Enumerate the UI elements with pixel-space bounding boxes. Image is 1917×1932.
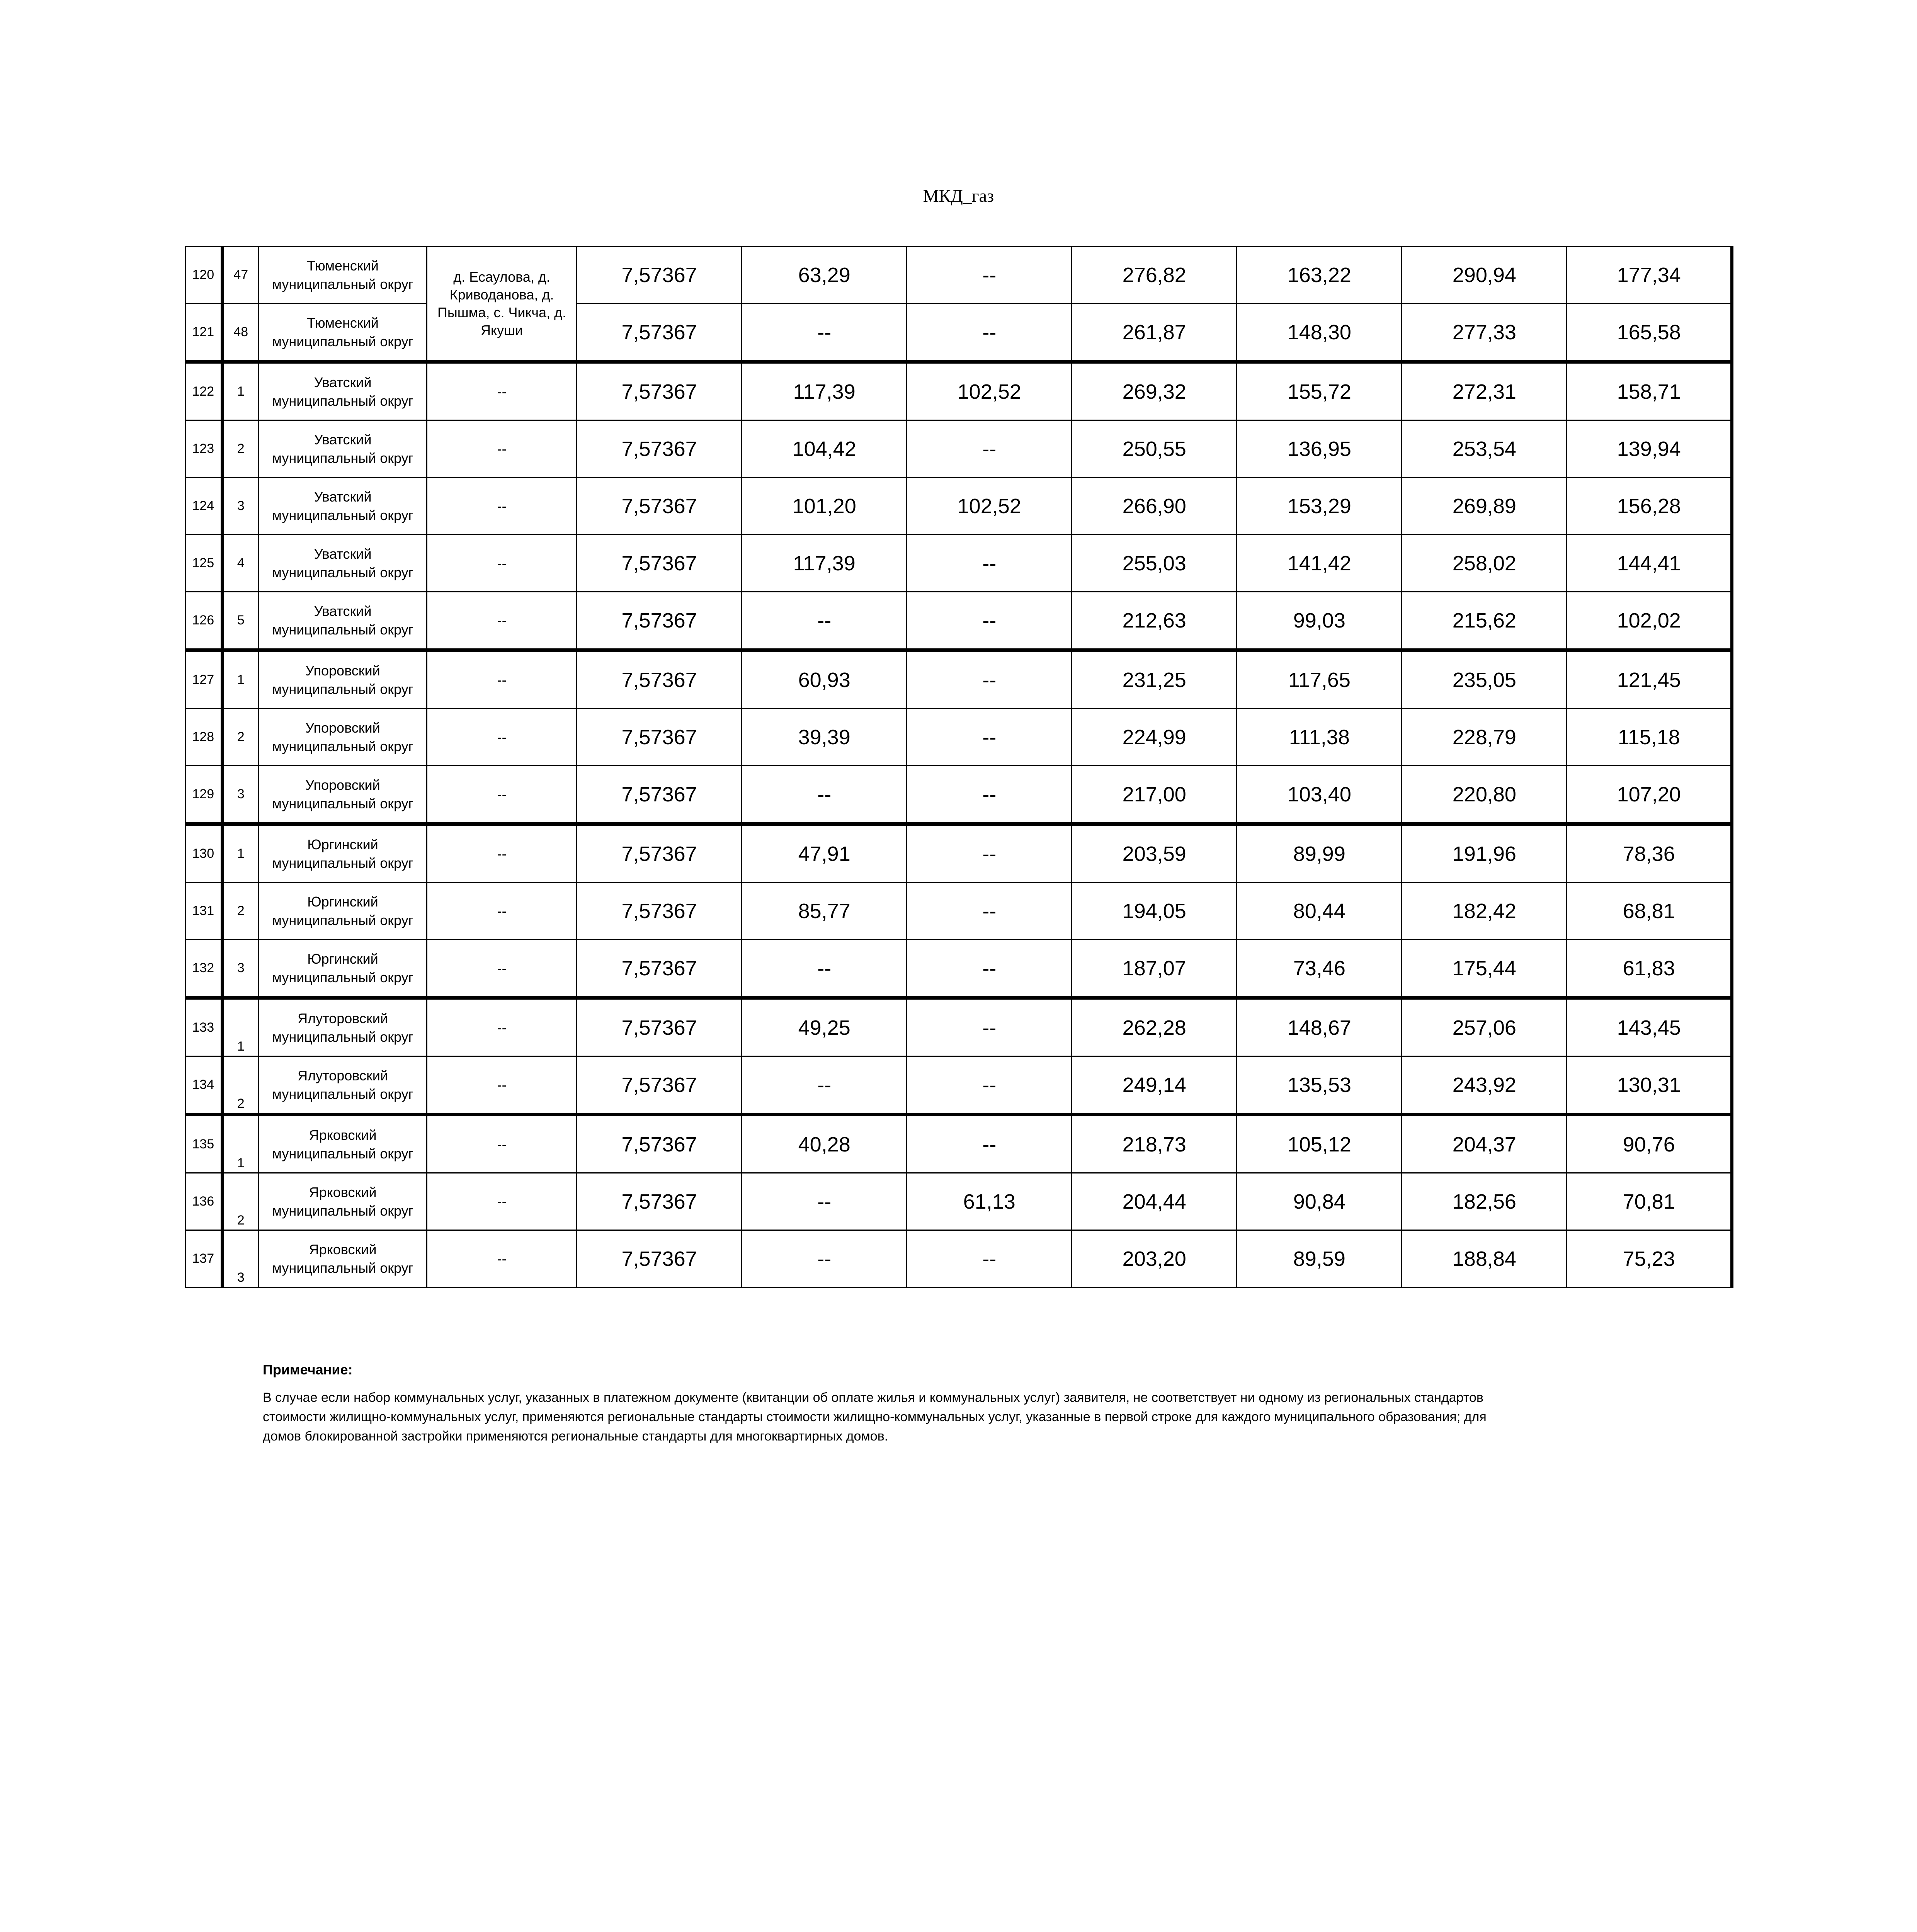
value-cell-3: 102,52 [907, 478, 1072, 535]
table-row [185, 1173, 1732, 1230]
value-cell-1: 7,57367 [577, 1056, 742, 1115]
municipality-name-line: муниципальный округ [272, 738, 413, 754]
table-row [185, 1056, 1732, 1115]
settlement-cell: -- [427, 535, 577, 592]
item-number: 2 [237, 730, 245, 744]
value-cell-5: 90,84 [1237, 1173, 1402, 1230]
value-cell-5: 80,44 [1237, 883, 1402, 940]
municipality-name-line: Ярковский [309, 1127, 377, 1143]
item-number-cell [222, 478, 259, 535]
value-cell-4: 217,00 [1072, 766, 1237, 824]
table-row [185, 824, 1732, 883]
item-number: 1 [237, 1039, 245, 1054]
municipality-cell [259, 766, 427, 824]
note-line: стоимости жилищно-коммунальных услуг, применяются региональные стандарты стоимости жилищно-коммунальных услуг, указанные в первой строке для каждого муниципального образования; для [263, 1410, 1487, 1424]
row-number-cell: 130 [185, 824, 222, 883]
municipality-name-line: Уватский [314, 603, 372, 619]
table-row [185, 709, 1732, 766]
value-cell-4: 194,05 [1072, 883, 1237, 940]
municipality-name-line: муниципальный округ [272, 795, 413, 811]
note-block [263, 1360, 1731, 1446]
municipality-name-line: муниципальный округ [272, 681, 413, 697]
value-cell-2: 47,91 [742, 824, 907, 883]
row-number-cell: 133 [185, 998, 222, 1056]
value-cell-4: 187,07 [1072, 940, 1237, 998]
value-cell-6: 182,56 [1402, 1173, 1567, 1230]
value-cell-3: -- [907, 535, 1072, 592]
page-header-title: МКД_газ [923, 186, 994, 206]
value-cell-5: 111,38 [1237, 709, 1402, 766]
municipality-name-line: муниципальный округ [272, 507, 413, 523]
municipality-name-line: Уватский [314, 488, 372, 505]
municipality-cell [259, 650, 427, 709]
municipality-name-line: Тюменский [307, 257, 379, 274]
municipality-name-line: Упоровский [305, 719, 380, 736]
settlement-cell: -- [427, 998, 577, 1056]
settlement-cell: -- [427, 940, 577, 998]
value-cell-1: 7,57367 [577, 824, 742, 883]
municipality-name-line: муниципальный округ [272, 1029, 413, 1045]
value-cell-3: 102,52 [907, 362, 1072, 420]
municipality-name-line: Юргинский [307, 836, 378, 852]
item-number: 3 [237, 961, 245, 975]
value-cell-2: 117,39 [742, 362, 907, 420]
value-cell-6: 235,05 [1402, 650, 1567, 709]
municipality-cell [259, 1115, 427, 1173]
municipality-name-line: муниципальный округ [272, 1202, 413, 1219]
item-number: 48 [233, 325, 248, 339]
settlement-cell: -- [427, 420, 577, 478]
value-cell-1: 7,57367 [577, 478, 742, 535]
value-cell-6: 220,80 [1402, 766, 1567, 824]
value-cell-5: 73,46 [1237, 940, 1402, 998]
municipality-cell [259, 362, 427, 420]
value-cell-4: 203,20 [1072, 1230, 1237, 1287]
value-cell-5: 153,29 [1237, 478, 1402, 535]
value-cell-2: -- [742, 592, 907, 650]
value-cell-5: 141,42 [1237, 535, 1402, 592]
table-row [185, 535, 1732, 592]
table-row [185, 766, 1732, 824]
item-number-cell [222, 940, 259, 998]
row-number-cell: 126 [185, 592, 222, 650]
municipality-name-line: муниципальный округ [272, 276, 413, 292]
municipality-cell [259, 420, 427, 478]
value-cell-1: 7,57367 [577, 940, 742, 998]
row-number-cell: 132 [185, 940, 222, 998]
value-cell-7: 177,34 [1567, 247, 1732, 304]
value-cell-7: 78,36 [1567, 824, 1732, 883]
value-cell-5: 135,53 [1237, 1056, 1402, 1115]
item-number: 1 [237, 1156, 245, 1170]
municipality-cell [259, 247, 427, 304]
value-cell-4: 255,03 [1072, 535, 1237, 592]
value-cell-7: 102,02 [1567, 592, 1732, 650]
value-cell-5: 117,65 [1237, 650, 1402, 709]
row-number-cell: 127 [185, 650, 222, 709]
value-cell-3: -- [907, 247, 1072, 304]
value-cell-6: 191,96 [1402, 824, 1567, 883]
settlement-cell: -- [427, 592, 577, 650]
value-cell-3: 61,13 [907, 1173, 1072, 1230]
value-cell-7: 90,76 [1567, 1115, 1732, 1173]
row-number-cell: 129 [185, 766, 222, 824]
item-number-cell [222, 420, 259, 478]
item-number: 2 [237, 1213, 245, 1228]
item-number: 4 [237, 556, 245, 570]
item-number-cell [222, 592, 259, 650]
value-cell-4: 266,90 [1072, 478, 1237, 535]
value-cell-4: 269,32 [1072, 362, 1237, 420]
note-line: домов блокированной застройки применяются региональные стандарты для многоквартирных домов. [263, 1429, 888, 1444]
table-row [185, 247, 1732, 304]
municipality-cell [259, 304, 427, 362]
municipality-name-line: Упоровский [305, 662, 380, 679]
value-cell-5: 99,03 [1237, 592, 1402, 650]
table-row [185, 883, 1732, 940]
item-number-cell [222, 766, 259, 824]
table-row [185, 592, 1732, 650]
item-number: 3 [237, 1270, 245, 1285]
row-number-cell: 128 [185, 709, 222, 766]
value-cell-3: -- [907, 883, 1072, 940]
value-cell-6: 269,89 [1402, 478, 1567, 535]
municipality-name-line: Тюменский [307, 315, 379, 331]
municipality-cell [259, 1173, 427, 1230]
row-number-cell: 124 [185, 478, 222, 535]
item-number: 2 [237, 1096, 245, 1111]
item-number: 1 [237, 846, 245, 861]
municipality-name-line: муниципальный округ [272, 1145, 413, 1162]
municipality-cell [259, 709, 427, 766]
value-cell-6: 175,44 [1402, 940, 1567, 998]
value-cell-4: 203,59 [1072, 824, 1237, 883]
value-cell-4: 276,82 [1072, 247, 1237, 304]
value-cell-6: 253,54 [1402, 420, 1567, 478]
value-cell-2: 101,20 [742, 478, 907, 535]
value-cell-1: 7,57367 [577, 592, 742, 650]
value-cell-1: 7,57367 [577, 1230, 742, 1287]
municipality-name-line: муниципальный округ [272, 564, 413, 580]
value-cell-1: 7,57367 [577, 535, 742, 592]
municipality-name-line: Уватский [314, 431, 372, 447]
row-number-cell: 123 [185, 420, 222, 478]
value-cell-6: 215,62 [1402, 592, 1567, 650]
value-cell-2: -- [742, 1056, 907, 1115]
settlement-cell: -- [427, 1056, 577, 1115]
value-cell-4: 224,99 [1072, 709, 1237, 766]
value-cell-2: -- [742, 766, 907, 824]
value-cell-7: 107,20 [1567, 766, 1732, 824]
value-cell-7: 139,94 [1567, 420, 1732, 478]
settlement-cell: -- [427, 1115, 577, 1173]
item-number-cell [222, 1056, 259, 1115]
table-body [185, 247, 1732, 1287]
municipality-cell [259, 535, 427, 592]
value-cell-1: 7,57367 [577, 362, 742, 420]
municipality-cell [259, 883, 427, 940]
value-cell-7: 75,23 [1567, 1230, 1732, 1287]
value-cell-1: 7,57367 [577, 650, 742, 709]
value-cell-1: 7,57367 [577, 709, 742, 766]
table-row [185, 478, 1732, 535]
value-cell-4: 231,25 [1072, 650, 1237, 709]
value-cell-3: -- [907, 824, 1072, 883]
row-number-cell: 137 [185, 1230, 222, 1287]
municipality-cell [259, 592, 427, 650]
value-cell-6: 272,31 [1402, 362, 1567, 420]
row-number-cell: 135 [185, 1115, 222, 1173]
table-row [185, 650, 1732, 709]
value-cell-3: -- [907, 1115, 1072, 1173]
municipality-name-line: муниципальный округ [272, 1260, 413, 1276]
row-number-cell: 134 [185, 1056, 222, 1115]
municipality-name-line: Уватский [314, 374, 372, 390]
table-row [185, 362, 1732, 420]
item-number-cell [222, 535, 259, 592]
municipality-cell [259, 824, 427, 883]
value-cell-6: 188,84 [1402, 1230, 1567, 1287]
value-cell-7: 70,81 [1567, 1173, 1732, 1230]
value-cell-7: 144,41 [1567, 535, 1732, 592]
value-cell-1: 7,57367 [577, 420, 742, 478]
settlement-cell: -- [427, 1230, 577, 1287]
item-number: 3 [237, 498, 245, 513]
item-number-cell [222, 650, 259, 709]
table-row [185, 1230, 1732, 1287]
table-row [185, 998, 1732, 1056]
item-number-cell [222, 998, 259, 1056]
value-cell-6: 243,92 [1402, 1056, 1567, 1115]
municipality-cell [259, 1056, 427, 1115]
value-cell-5: 89,99 [1237, 824, 1402, 883]
value-cell-3: -- [907, 766, 1072, 824]
municipality-cell [259, 940, 427, 998]
value-cell-2: -- [742, 304, 907, 362]
value-cell-5: 136,95 [1237, 420, 1402, 478]
value-cell-3: -- [907, 304, 1072, 362]
municipality-cell [259, 478, 427, 535]
value-cell-7: 115,18 [1567, 709, 1732, 766]
value-cell-1: 7,57367 [577, 1173, 742, 1230]
item-number-cell [222, 883, 259, 940]
value-cell-7: 61,83 [1567, 940, 1732, 998]
settlement-cell: -- [427, 650, 577, 709]
value-cell-3: -- [907, 1230, 1072, 1287]
value-cell-7: 130,31 [1567, 1056, 1732, 1115]
value-cell-1: 7,57367 [577, 1115, 742, 1173]
value-cell-4: 250,55 [1072, 420, 1237, 478]
value-cell-2: 104,42 [742, 420, 907, 478]
value-cell-2: 40,28 [742, 1115, 907, 1173]
municipality-name-line: Уватский [314, 546, 372, 562]
settlement-cell: -- [427, 1173, 577, 1230]
value-cell-2: -- [742, 1230, 907, 1287]
municipality-name-line: Юргинский [307, 951, 378, 967]
value-cell-7: 165,58 [1567, 304, 1732, 362]
value-cell-6: 258,02 [1402, 535, 1567, 592]
municipality-name-line: муниципальный округ [272, 333, 413, 349]
municipality-name-line: Ялуторовский [298, 1067, 388, 1083]
value-cell-6: 182,42 [1402, 883, 1567, 940]
value-cell-4: 249,14 [1072, 1056, 1237, 1115]
table-row [185, 940, 1732, 998]
value-cell-2: 117,39 [742, 535, 907, 592]
item-number: 2 [237, 441, 245, 456]
value-cell-5: 155,72 [1237, 362, 1402, 420]
value-cell-5: 105,12 [1237, 1115, 1402, 1173]
value-cell-6: 228,79 [1402, 709, 1567, 766]
settlement-list-cell: д. Есаулова, д. Криводанова, д. Пышма, с. Чикча, д. Якуши [427, 247, 577, 362]
item-number-cell [222, 709, 259, 766]
row-number-cell: 125 [185, 535, 222, 592]
value-cell-1: 7,57367 [577, 883, 742, 940]
value-cell-3: -- [907, 1056, 1072, 1115]
value-cell-2: 63,29 [742, 247, 907, 304]
value-cell-2: 60,93 [742, 650, 907, 709]
row-number-cell: 120 [185, 247, 222, 304]
row-number-cell: 136 [185, 1173, 222, 1230]
value-cell-7: 158,71 [1567, 362, 1732, 420]
value-cell-3: -- [907, 650, 1072, 709]
value-cell-1: 7,57367 [577, 247, 742, 304]
value-cell-7: 121,45 [1567, 650, 1732, 709]
item-number-cell [222, 304, 259, 362]
value-cell-4: 261,87 [1072, 304, 1237, 362]
municipality-name-line: Ялуторовский [298, 1010, 388, 1026]
value-cell-3: -- [907, 592, 1072, 650]
table-row [185, 304, 1732, 362]
value-cell-2: 49,25 [742, 998, 907, 1056]
standards-table [185, 246, 1733, 1288]
municipality-name-line: Упоровский [305, 777, 380, 793]
value-cell-5: 148,67 [1237, 998, 1402, 1056]
value-cell-4: 262,28 [1072, 998, 1237, 1056]
row-number-cell: 122 [185, 362, 222, 420]
item-number: 5 [237, 613, 245, 628]
settlement-cell: -- [427, 362, 577, 420]
value-cell-4: 204,44 [1072, 1173, 1237, 1230]
settlement-cell: -- [427, 766, 577, 824]
value-cell-7: 143,45 [1567, 998, 1732, 1056]
item-number: 3 [237, 787, 245, 801]
value-cell-2: -- [742, 940, 907, 998]
value-cell-5: 89,59 [1237, 1230, 1402, 1287]
item-number: 2 [237, 903, 245, 918]
table-row [185, 1115, 1732, 1173]
table-row [185, 420, 1732, 478]
value-cell-3: -- [907, 940, 1072, 998]
value-cell-5: 163,22 [1237, 247, 1402, 304]
note-line: В случае если набор коммунальных услуг, указанных в платежном документе (квитанции об оплате жилья и коммунальных услуг) заявителя, не соответствует ни одному из региональных стандартов [263, 1390, 1483, 1405]
municipality-name-line: муниципальный округ [272, 450, 413, 466]
value-cell-2: 39,39 [742, 709, 907, 766]
municipality-name-line: муниципальный округ [272, 621, 413, 638]
note-title: Примечание: [263, 1362, 353, 1378]
settlement-cell: -- [427, 824, 577, 883]
item-number-cell [222, 362, 259, 420]
item-number-cell [222, 1230, 259, 1287]
row-number-cell: 121 [185, 304, 222, 362]
value-cell-4: 218,73 [1072, 1115, 1237, 1173]
municipality-name-line: Ярковский [309, 1184, 377, 1200]
value-cell-4: 212,63 [1072, 592, 1237, 650]
municipality-name-line: муниципальный округ [272, 1086, 413, 1102]
item-number: 1 [237, 672, 245, 687]
value-cell-6: 257,06 [1402, 998, 1567, 1056]
item-number-cell [222, 1115, 259, 1173]
row-number-cell: 131 [185, 883, 222, 940]
value-cell-1: 7,57367 [577, 998, 742, 1056]
municipality-name-line: Юргинский [307, 893, 378, 910]
item-number-cell [222, 824, 259, 883]
value-cell-6: 204,37 [1402, 1115, 1567, 1173]
municipality-name-line: Ярковский [309, 1241, 377, 1257]
value-cell-7: 68,81 [1567, 883, 1732, 940]
item-number: 1 [237, 384, 245, 399]
value-cell-2: 85,77 [742, 883, 907, 940]
municipality-name-line: муниципальный округ [272, 855, 413, 871]
municipality-name-line: муниципальный округ [272, 969, 413, 985]
value-cell-1: 7,57367 [577, 304, 742, 362]
settlement-cell: -- [427, 709, 577, 766]
municipality-cell [259, 1230, 427, 1287]
municipality-name-line: муниципальный округ [272, 393, 413, 409]
settlement-cell: -- [427, 883, 577, 940]
municipality-name-line: муниципальный округ [272, 912, 413, 928]
value-cell-5: 103,40 [1237, 766, 1402, 824]
item-number: 47 [233, 267, 248, 282]
value-cell-6: 290,94 [1402, 247, 1567, 304]
item-number-cell [222, 247, 259, 304]
item-number-cell [222, 1173, 259, 1230]
value-cell-2: -- [742, 1173, 907, 1230]
value-cell-6: 277,33 [1402, 304, 1567, 362]
value-cell-1: 7,57367 [577, 766, 742, 824]
municipality-cell [259, 998, 427, 1056]
value-cell-5: 148,30 [1237, 304, 1402, 362]
value-cell-3: -- [907, 709, 1072, 766]
settlement-cell: -- [427, 478, 577, 535]
value-cell-3: -- [907, 420, 1072, 478]
value-cell-7: 156,28 [1567, 478, 1732, 535]
value-cell-3: -- [907, 998, 1072, 1056]
